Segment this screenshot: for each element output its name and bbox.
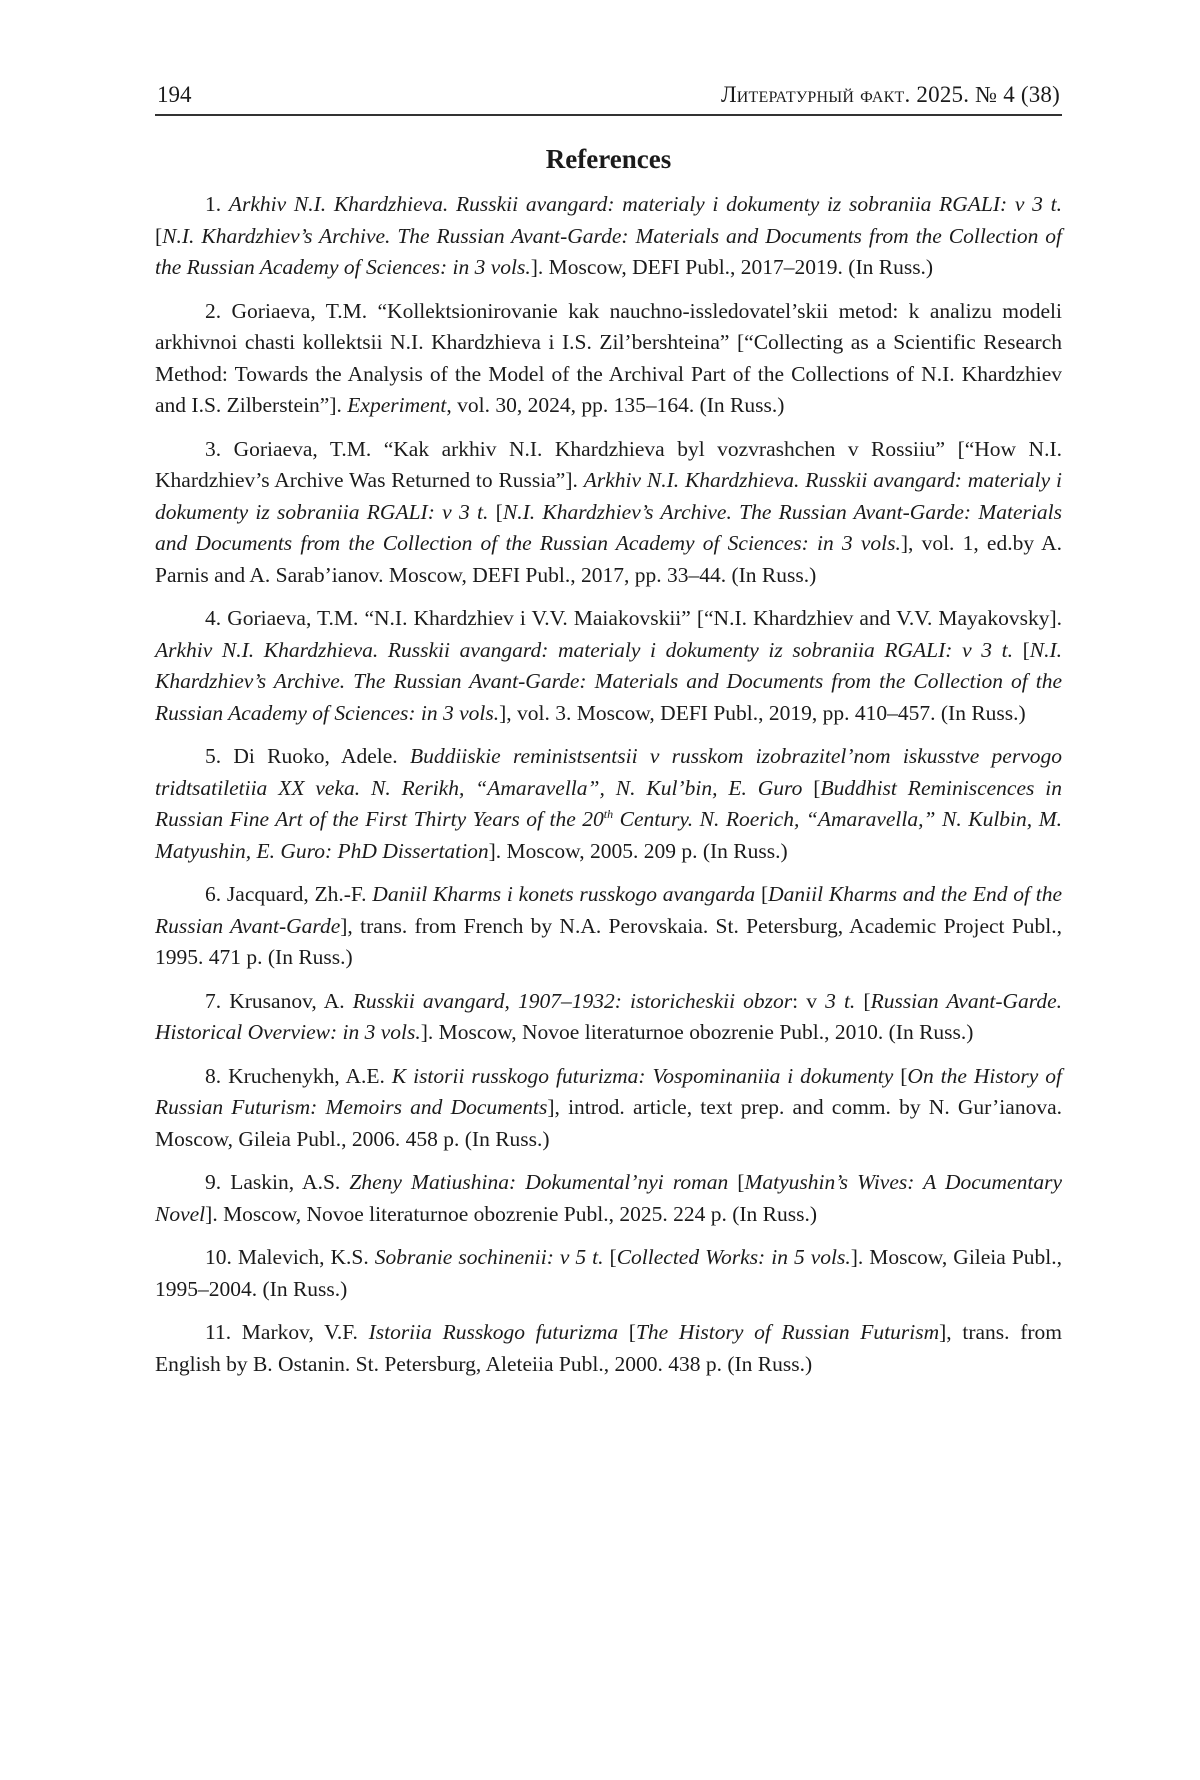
reference-item: 3. Goriaeva, T.M. “Kak arkhiv N.I. Khardzhieva byl vozvrashchen v Rossiiu” [“How N.I. Khardzhiev’s Archive Was Returned to Russia”]. Arkhiv N.I. Khardzhieva. Russkii avangard: materialy i dokumenty iz sobraniia RGALI: v 3 t. [N.I. Khardzhiev’s Archive. The Russian Avant-Garde: Materials and Documents from the Collection of the Russian Academy of Sciences: in 3 vols.], vol. 1, ed.by A. Parnis and A. Sarab’ianov. Moscow, DEFI Publ., 2017, pp. 33–44. (In Russ.) (155, 436, 1062, 587)
reference-item: 5. Di Ruoko, Adele. Buddiiskie reministsentsii v russkom izobrazitel’nom iskusstve pervogo tridtsatiletiia XX veka. N. Rerikh, “Amaravella”, N. Kul’bin, E. Guro [Buddhist Reminiscences in Russian Fine Art of the First Thirty Years of the 20th Century. N. Roerich, “Amaravella,” N. Kulbin, M. Matyushin, E. Guro: PhD Dissertation]. Moscow, 2005. 209 p. (In Russ.) (155, 744, 1062, 863)
reference-item: 7. Krusanov, A. Russkii avangard, 1907–1932: istoricheskii obzor: v 3 t. [Russian Avant-Garde. Historical Overview: in 3 vols.]. Moscow, Novoe literaturnoe obozrenie Publ., 2010. (In Russ.) (155, 988, 1062, 1044)
reference-item: 6. Jacquard, Zh.-F. Daniil Kharms i konets russkogo avangarda [Daniil Kharms and the End of the Russian Avant-Garde], trans. from French by N.A. Perovskaia. St. Petersburg, Academic Project Publ., 1995. 471 p. (In Russ.) (155, 882, 1063, 969)
section-title: References (545, 144, 672, 174)
page (155, 82, 1062, 1392)
reference-item: 1. Arkhiv N.I. Khardzhieva. Russkii avangard: materialy i dokumenty iz sobraniia RGALI: v 3 t. [N.I. Khardzhiev’s Archive. The Russian Avant-Garde: Materials and Documents from the Collection of the Russian Academy of Sciences: in 3 vols.]. Moscow, DEFI Publ., 2017–2019. (In Russ.) (155, 192, 1062, 279)
reference-item: 4. Goriaeva, T.M. “N.I. Khardzhiev i V.V. Maiakovskii” [“N.I. Khardzhiev and V.V. Mayakovsky]. Arkhiv N.I. Khardzhieva. Russkii avangard: materialy i dokumenty iz sobraniia RGALI: v 3 t. [N.I. Khardzhiev’s Archive. The Russian Avant-Garde: Materials and Documents from the Collection of the Russian Academy of Sciences: in 3 vols.], vol. 3. Moscow, DEFI Publ., 2019, pp. 410–457. (In Russ.) (155, 606, 1062, 725)
reference-item: 2. Goriaeva, T.M. “Kollektsionirovanie kak nauchno-issledovatel’skii metod: k analizu modeli arkhivnoi chasti kollektsii N.I. Khardzhieva i I.S. Zil’bershteina” [“Collecting as a Scientific Research Method: Towards the Analysis of the Model of the Archival Part of the Collections of N.I. Khardzhiev and I.S. Zilberstein”]. Experiment, vol. 30, 2024, pp. 135–164. (In Russ.) (155, 298, 1063, 417)
reference-item: 10. Malevich, K.S. Sobranie sochinenii: v 5 t. [Collected Works: in 5 vols.]. Moscow, Gileia Publ., 1995–2004. (In Russ.) (155, 1245, 1063, 1301)
reference-item: 9. Laskin, A.S. Zheny Matiushina: Dokumental’nyi roman [Matyushin’s Wives: A Documentary Novel]. Moscow, Novoe literaturnoe obozrenie Publ., 2025. 224 p. (In Russ.) (155, 1170, 1062, 1226)
journal-title: Литературный факт. 2025. № 4 (38) (720, 82, 1060, 107)
reference-item: 11. Markov, V.F. Istoriia Russkogo futurizma [The History of Russian Futurism], trans. from English by B. Ostanin. St. Petersburg, Aleteiia Publ., 2000. 438 p. (In Russ.) (155, 1320, 1063, 1376)
running-header (155, 82, 1062, 116)
page-number: 194 (157, 82, 192, 107)
reference-item: 8. Kruchenykh, A.E. K istorii russkogo futurizma: Vospominaniia i dokumenty [On the History of Russian Futurism: Memoirs and Documents], introd. article, text prep. and comm. by N. Gur’ianova. Moscow, Gileia Publ., 2006. 458 p. (In Russ.) (155, 1063, 1062, 1151)
